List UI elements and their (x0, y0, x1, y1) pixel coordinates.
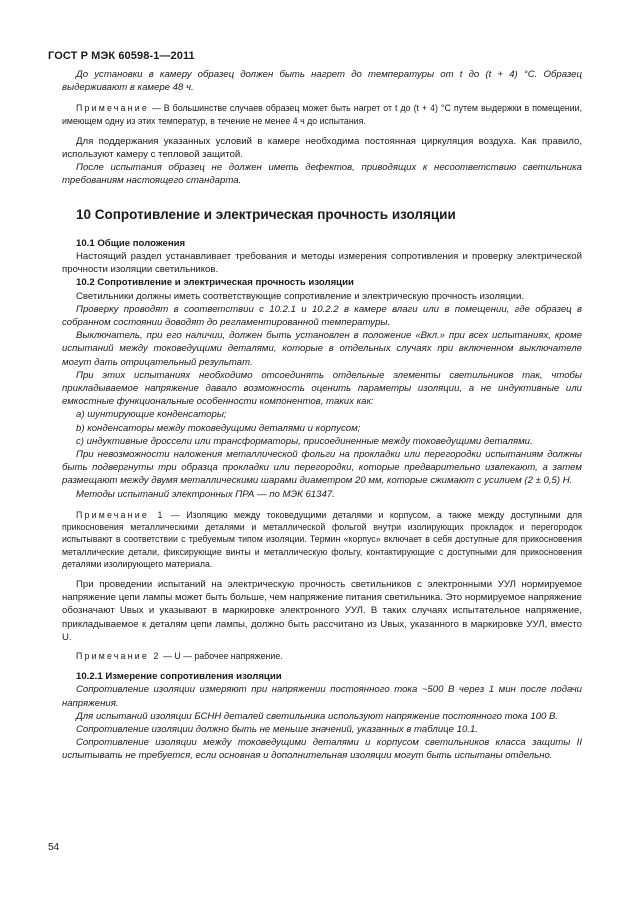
paragraph-10-2-5: При невозможности наложения металлической фольги на прокладки или перегородки испытаниям должны быть подвергнуты три образца прокладки или перегородки, которые предварительно извлекают, а затем размещают между двумя металлическими шарами диаметром 20 мм, которые сжимают с усилием (2 ± 0,5) Н. (62, 449, 582, 487)
paragraph-10-2-1-1: Сопротивление изоляции измеряют при напряжении постоянного тока ~500 В через 1 мин после подачи напряжения. (62, 684, 582, 709)
note-preheat (62, 102, 582, 126)
section-title: 10 Сопротивление и электрическая прочность изоляции (76, 206, 456, 222)
paragraph-10-2-4: При этих испытаниях необходимо отсоединять отдельные элементы светильников так, чтобы прикладываемое напряжение давало возможность оценить параметры изоляции, а не индуктивные или емкостные функциональные особенности компонентов, таких как: (62, 369, 582, 408)
note-label: Примечание 1 (76, 509, 165, 520)
paragraph-10-2-6: Методы испытаний электронных ПРА — по МЭК 61347. (76, 488, 335, 500)
note-1 (62, 509, 582, 570)
paragraph-after-test: После испытания образец не должен иметь дефектов, приводящих к несоответствию светильника требованиям настоящего стандарта. (62, 162, 582, 187)
subsection-title-10-2: 10.2 Сопротивление и электрическая прочность изоляции (76, 277, 354, 289)
paragraph-10-2-7: При проведении испытаний на электрическую прочность светильников с электронными УУЛ нормируемое напряжение цепи лампы может быть больше, чем напряжение питания светильника. Это нормируемое напряжение обозначают Uвых и указывают в маркировке электронного УУЛ. В таких случаях испытательное напряжение, прикладываемое к деталям цепи лампы, должно быть рассчитано из Uвых, указанного в маркировке УУЛ, вместо U. (62, 578, 582, 643)
paragraph-10-2-2: Проверку проводят в соответствии с 10.2.1 и 10.2.2 в камере влаги или в помещении, где образец в собранном состоянии доводят до регламентированной температуры. (62, 303, 582, 329)
note-text: — U — рабочее напряжение. (160, 650, 283, 661)
paragraph-10-2-1-4: Сопротивление изоляции между токоведущими деталями и корпусом светильников класса защиты II испытывать не требуется, если основная и дополнительная изоляции могут быть испытаны отдельно. (62, 737, 582, 762)
document-header: ГОСТ Р МЭК 60598-1—2011 (48, 50, 195, 62)
list-item-c: с) индуктивные дроссели или трансформаторы, присоединенные между токоведущими деталями. (76, 435, 533, 447)
paragraph-10-2-1-2: Для испытаний изоляции БСНН деталей светильника используют напряжение постоянного тока 100 В. (76, 710, 559, 722)
paragraph-preheat: До установки в камеру образец должен быть нагрет до температуры от t до (t + 4) °С. Образец выдерживают в камере 48 ч. (62, 69, 582, 94)
document-body (62, 68, 582, 763)
subsection-title-10-2-1: 10.2.1 Измерение сопротивления изоляции (76, 671, 282, 683)
paragraph-circulation: Для поддержания указанных условий в камере необходима постоянная циркуляция воздуха. Как правило, используют камеру с тепловой защитой. (62, 135, 582, 161)
paragraph-10-2-1: Светильники должны иметь соответствующие сопротивление и электрическую прочность изоляции. (76, 290, 524, 302)
note-label: Примечание 2 (76, 650, 161, 661)
list-item-b: b) конденсаторы между токоведущими деталями и корпусом; (76, 422, 361, 434)
list-item-a: а) шунтирующие конденсаторы; (76, 409, 227, 421)
note-label: Примечание (76, 103, 149, 114)
paragraph-10-2-3: Выключатель, при его наличии, должен быть установлен в положение «Вкл.» при всех испытаниях, кроме испытаний между токоведущими деталями, которые в отдельных случаях при включенном выключателе могут дать отрицательный результат. (62, 330, 582, 368)
paragraph-10-2-1-3: Сопротивление изоляции должно быть не меньше значений, указанных в таблице 10.1. (76, 723, 479, 735)
note-2 (62, 650, 582, 662)
subsection-title-10-1: 10.1 Общие положения (76, 237, 186, 249)
note-text: — Изоляцию между токоведущими деталями и корпусом, а также между доступными для прикосновения металлическими деталями и металлической фольгой внутри изолирующих прокладок и перегородок испытывают в соответствии с требуемым типом изоляции. Термин «корпус» включает в себя доступные для прикосновения металлические детали, фиксирующие винты и металлическую фольгу, контактирующие с доступными для прикосновения деталями изолирующего материала. (62, 509, 583, 569)
page-number: 54 (48, 842, 60, 853)
paragraph-10-1: Настоящий раздел устанавливает требования и методы измерения сопротивления и проверку электрической прочности изоляции светильников. (62, 251, 582, 276)
note-text: — В большинстве случаев образец может быть нагрет от t до (t + 4) °С путем выдержки в помещении, имеющем одну из этих температур, в течение не менее 4 ч до испытания. (62, 103, 582, 126)
